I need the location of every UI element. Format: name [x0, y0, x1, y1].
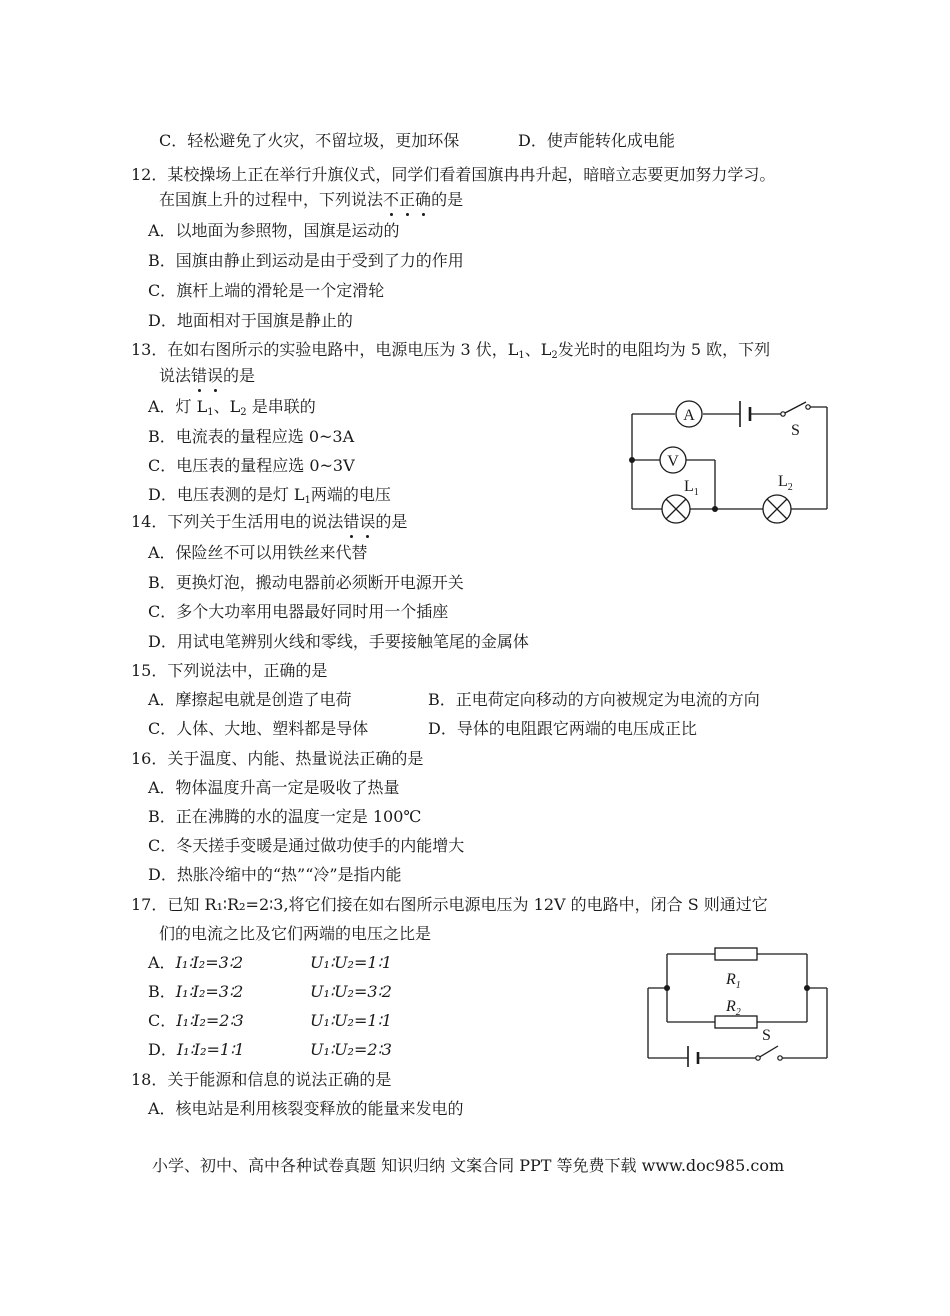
switch-symbol — [756, 1027, 782, 1060]
q13-option-c: C．电压表的量程应选 0~3V — [148, 456, 355, 475]
q13-option-b: B．电流表的量程应选 0~3A — [148, 427, 355, 446]
q17-circuit-diagram — [640, 942, 840, 1067]
svg-text:V: V — [667, 453, 679, 470]
emphasis-char: 确 — [415, 190, 432, 209]
lamp-l1-symbol — [662, 478, 699, 523]
q12-option-a: A．以地面为参照物，国旗是运动的 — [148, 221, 400, 240]
q12-option-b: B．国旗由静止到运动是由于受到了力的作用 — [148, 251, 464, 270]
emphasis-char: 误 — [207, 366, 224, 385]
q15-stem: 15．下列说法中，正确的是 — [131, 661, 328, 680]
svg-text:L2: $L_2$ — [778, 473, 793, 493]
voltmeter-symbol — [660, 447, 686, 473]
resistor-r1-symbol — [715, 948, 757, 960]
emphasis-char: 误 — [359, 512, 376, 531]
q12-option-c: C．旗杆上端的滑轮是一个定滑轮 — [148, 281, 385, 300]
page-footer: 小学、初中、高中各种试卷真题 知识归纳 文案合同 PPT 等免费下载 www.doc985.com — [152, 1156, 785, 1175]
q12-stem-line2: 在国旗上升的过程中，下列说法不正确的是 — [159, 190, 464, 209]
q11-option-c: C．轻松避免了火灾，不留垃圾，更加环保 — [159, 131, 460, 150]
q17-stem-line1: 17．已知 R₁∶R₂=2∶3,将它们接在如右图所示电源电压为 12V 的电路中，闭合 S 则通过它 — [131, 895, 768, 914]
q13-stem-line2: 说法错误的是 — [159, 366, 256, 385]
emphasis-char: 错 — [191, 366, 208, 385]
svg-text:L1: $L_1$ — [684, 478, 699, 498]
q16-stem: 16．关于温度、内能、热量说法正确的是 — [131, 749, 424, 768]
q13-option-d: D．电压表测的是灯 $L_1$两端的电压 — [148, 485, 391, 506]
q15-option-a: A．摩擦起电就是创造了电荷 — [148, 690, 352, 709]
svg-text:S: S — [762, 1027, 771, 1044]
q11-option-d: D．使声能转化成电能 — [518, 131, 675, 150]
switch-symbol — [781, 405, 810, 439]
q15-option-d: D．导体的电阻跟它两端的电压成正比 — [428, 719, 697, 738]
emphasis-char: 错 — [343, 512, 360, 531]
emphasis-char: 不 — [383, 190, 400, 209]
q17-option-b: B．I₁∶I₂=3∶2 U₁∶U₂=3∶2 — [148, 982, 392, 1001]
q12-option-d: D．地面相对于国旗是静止的 — [148, 311, 353, 330]
lamp-l2-symbol — [763, 473, 793, 523]
q13-stem-line1: 13．在如右图所示的实验电路中，电源电压为 3 伏，$L_1$、$L_2$发光时的电阻均为 5 欧，下列 — [131, 340, 771, 361]
r1-label: $R_1$ — [726, 971, 741, 991]
q16-option-a: A．物体温度升高一定是吸收了热量 — [148, 778, 400, 797]
svg-text:S: S — [791, 422, 800, 439]
q15-option-c: C．人体、大地、塑料都是导体 — [148, 719, 369, 738]
svg-text:A: A — [683, 407, 695, 424]
q18-stem: 18．关于能源和信息的说法正确的是 — [131, 1070, 392, 1089]
q14-option-c: C．多个大功率用电器最好同时用一个插座 — [148, 602, 449, 621]
q16-option-b: B．正在沸腾的水的温度一定是 100℃ — [148, 807, 422, 826]
q16-option-d: D．热胀冷缩中的“热”“冷”是指内能 — [148, 865, 402, 884]
q15-option-b: B．正电荷定向移动的方向被规定为电流的方向 — [428, 690, 760, 709]
q14-stem: 14．下列关于生活用电的说法错误的是 — [131, 512, 408, 531]
q12-stem-line1: 12．某校操场上正在举行升旗仪式，同学们看着国旗冉冉升起，暗暗立志要更加努力学习。 — [131, 165, 776, 184]
q14-option-a: A．保险丝不可以用铁丝来代替 — [148, 543, 368, 562]
r2-label: $R_2$ — [726, 998, 741, 1018]
q13-option-a: A．灯 $L_1$、$L_2$ 是串联的 — [148, 397, 316, 418]
q14-option-d: D．用试电笔辨别火线和零线，手要接触笔尾的金属体 — [148, 632, 529, 651]
q18-option-a: A．核电站是利用核裂变释放的能量来发电的 — [148, 1099, 464, 1118]
q17-option-c: C．I₁∶I₂=2∶3 U₁∶U₂=1∶1 — [148, 1011, 392, 1030]
q14-option-b: B．更换灯泡，搬动电器前必须断开电源开关 — [148, 573, 464, 592]
q13-circuit-diagram — [620, 393, 845, 528]
ammeter-symbol — [676, 401, 702, 427]
q17-option-a: A．I₁∶I₂=3∶2 U₁∶U₂=1∶1 — [148, 953, 392, 972]
q16-option-c: C．冬天搓手变暖是通过做功使手的内能增大 — [148, 836, 465, 855]
q17-option-d: D．I₁∶I₂=1∶1 U₁∶U₂=2∶3 — [148, 1040, 392, 1059]
q17-stem-line2: 们的电流之比及它们两端的电压之比是 — [159, 924, 432, 943]
emphasis-char: 正 — [399, 190, 416, 209]
